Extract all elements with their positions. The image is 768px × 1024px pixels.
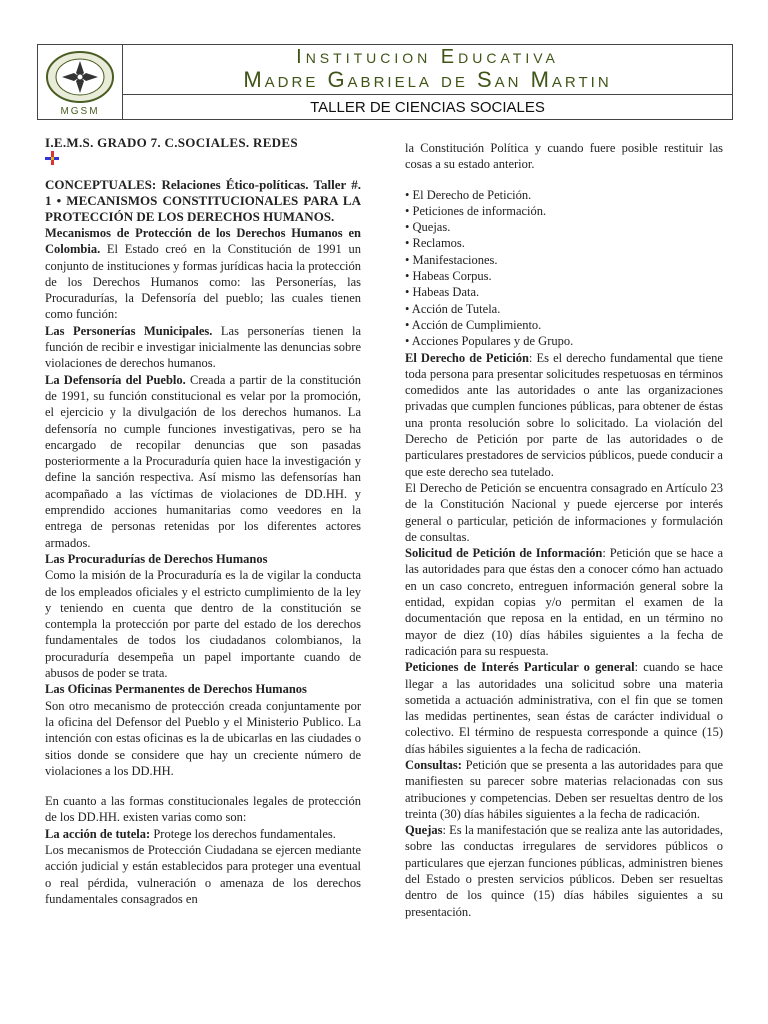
oficinas-body: Son otro mecanismo de protección creada conjuntamente por la oficina del Defensor del Pueblo y el Ministerio Publico. La intención con estas oficinas es la de ubicarlas en las ciudades o sitios donde se considere que hay un creciente número de violaciones a los DD.HH. [45, 698, 361, 778]
list-item: • El Derecho de Petición. [405, 187, 532, 202]
quejas-body: : Es la manifestación que se realiza ante las autoridades, sobre las conductas irregulares de servidores públicos o particulares que ejerzan funciones públicas, administren bienes del Estado o presten servicios públicos. Deben ser resueltas dentro de los quince (15) días hábiles siguientes a su presentación. [405, 823, 723, 919]
list-item: • Acción de Tutela. [405, 301, 501, 316]
school-seal-icon [44, 49, 116, 107]
personerias-body: Las personerías tienen la función de recibir e investigar inicialmente las denuncias sobre violaciones de derechos humanos. [45, 323, 361, 371]
paragraph-quejas [405, 822, 723, 920]
document-header [37, 44, 733, 120]
tutela-title: La acción de tutela: [45, 826, 151, 841]
list-item: • Habeas Corpus. [405, 269, 492, 284]
mechanisms-list [405, 187, 723, 350]
institution-type: Institucion Educativa [296, 46, 559, 68]
defensoria-body: Creada a partir de la constitución de 1991, su función constitucional es velar por la promoción, el ejercicio y la divulgación de los derechos humanos. La defensoría no cumple funciones investigativas, pero se ha encargado de recopilar denuncias que son pasadas posteriormente a la Procuraduría quien hace la investigación y define la sanción respectiva. Así mismo las defensorías han acompañado a las víctimas de violaciones de DD.HH. y emprendido acciones humanitarias como veedores en la entrega de personas retenidas por los diferentes actores armados. [45, 372, 361, 550]
paragraph-mechanisms [45, 225, 361, 323]
paragraph-personerias [45, 323, 361, 372]
paragraph-tutela [45, 826, 361, 842]
list-item: • Quejas. [405, 220, 451, 235]
paragraph-articulo-23: El Derecho de Petición se encuentra consagrado en Artículo 23 de la Constitución Nacional y puede ejercerse por interés general o particular, petición de informaciones y formulación de consultas. [405, 480, 723, 544]
tutela-body: Protege los derechos fundamentales. [150, 826, 336, 841]
procuradurias-title: Las Procuradurías de Derechos Humanos [45, 551, 268, 566]
solicitud-title: Solicitud de Petición de Información [405, 546, 603, 561]
cross-icon [45, 151, 361, 167]
paragraph-mecanismos-ciudadanos: Los mecanismos de Protección Ciudadana se ejercen mediante acción judicial y están establecidos para proteger una eventual o real pérdida, vulneración o amenaza de los derechos fundamentales consagrados en [45, 842, 361, 906]
paragraph-formas: En cuanto a las formas constitucionales legales de protección de los DD.HH. existen varias como son: [45, 794, 361, 825]
derecho-peticion-title: El Derecho de Petición [405, 350, 529, 365]
grade-heading-text: I.E.M.S. GRADO 7. C.SOCIALES. REDES [45, 135, 298, 150]
right-column [405, 140, 723, 920]
paragraph-consultas [405, 757, 723, 822]
consultas-title: Consultas: [405, 757, 462, 772]
list-item: • Peticiones de información. [405, 203, 547, 218]
list-item: • Manifestaciones. [405, 252, 498, 267]
conceptual-heading: CONCEPTUALES: Relaciones Ético-políticas. Taller #. 1 • MECANISMOS CONSTITUCIONALES PARA LA PROTECCIÓN DE LOS DERECHOS HUMANOS. [45, 177, 361, 224]
list-item: • Acción de Cumplimiento. [405, 317, 542, 332]
school-logo [38, 45, 123, 119]
interes-body: : cuando se hace llegar a las autoridades una solicitud sobre una materia sometida a actuación administrativa, con el fin que se tomen las medidas pertinentes, sean éstas de carácter individual o colectivo. El término de respuesta corresponde a quince (15) días hábiles siguientes a la fecha de radicación. [405, 660, 723, 756]
logo-caption: MGSM [60, 106, 100, 117]
list-item: • Reclamos. [405, 236, 465, 251]
mechanisms-title: Mecanismos de Protección de los Derechos Humanos en Colombia. [45, 226, 361, 257]
header-titles [123, 45, 732, 119]
paragraph-continuation: la Constitución Política y cuando fuere posible restituir las cosas a su estado anterior. [405, 141, 723, 172]
quejas-title: Quejas [405, 823, 443, 838]
solicitud-body: : Petición que se hace a las autoridades para que éstas den a conocer cómo han actuado en un caso concreto, entreguen información general sobre la entidad, expidan copias y/o permitan el examen de la documentación que reposa en la entidad, en un término no mayor de diez (10) días hábiles siguientes a la fecha de radicación para su respuesta. [405, 546, 723, 658]
procuradurias-body: Como la misión de la Procuraduría es la de vigilar la conducta de los empleados oficiales y el estricto cumplimiento de la ley y teniendo en cuenta que dentro de la constitución se contempla la protección por parte del estado de los derechos fundamentales de todos los ciudadanos colombianos, la procuraduría desempeña un papel importante cuando de abusos de poder se trata. [45, 568, 361, 681]
paragraph-derecho-peticion [405, 350, 723, 480]
paragraph-solicitud-informacion [405, 545, 723, 659]
document-title: TALLER DE CIENCIAS SOCIALES [123, 94, 732, 120]
list-item: • Habeas Data. [405, 285, 480, 300]
defensoria-title: La Defensoría del Pueblo. [45, 372, 186, 387]
consultas-body: Petición que se presenta a las autoridades para que manifiesten su parecer sobre materias relacionadas con sus atribuciones y competencias. Deben ser resueltas dentro de los treinta (30) días hábiles siguientes a la fecha de radicación. [405, 757, 723, 821]
paragraph-interes-particular [405, 659, 723, 757]
personerias-title: Las Personerías Municipales. [45, 323, 213, 338]
mechanisms-body: El Estado creó en la Constitución de 1991 un conjunto de instituciones y formas jurídicas hacia la protección de los Derechos Humanos como: las Personerías, las Procuradurías, la Defensoría del pueblo; las cuales tienen como función: [45, 242, 361, 322]
derecho-peticion-body: : Es el derecho fundamental que tiene toda persona para presentar solicitudes respetuosas en términos comedidos ante las autoridades o ante las organizaciones privadas que cumplen funciones públicas, para obtener de éstas una pronta resolución sobre lo solicitado. La violación del Derecho de Petición por parte de las autoridades o de particulares prestadores de servicios públicos, puede conducir a que este derecho sea tutelado. [405, 350, 723, 479]
paragraph-defensoria [45, 372, 361, 551]
institution-name: Madre Gabriela de San Martin [243, 67, 612, 92]
interes-title: Peticiones de Interés Particular o general [405, 660, 635, 675]
list-item: • Acciones Populares y de Grupo. [405, 334, 574, 349]
left-column [45, 135, 361, 907]
oficinas-title: Las Oficinas Permanentes de Derechos Humanos [45, 682, 307, 697]
grade-heading [45, 135, 361, 151]
